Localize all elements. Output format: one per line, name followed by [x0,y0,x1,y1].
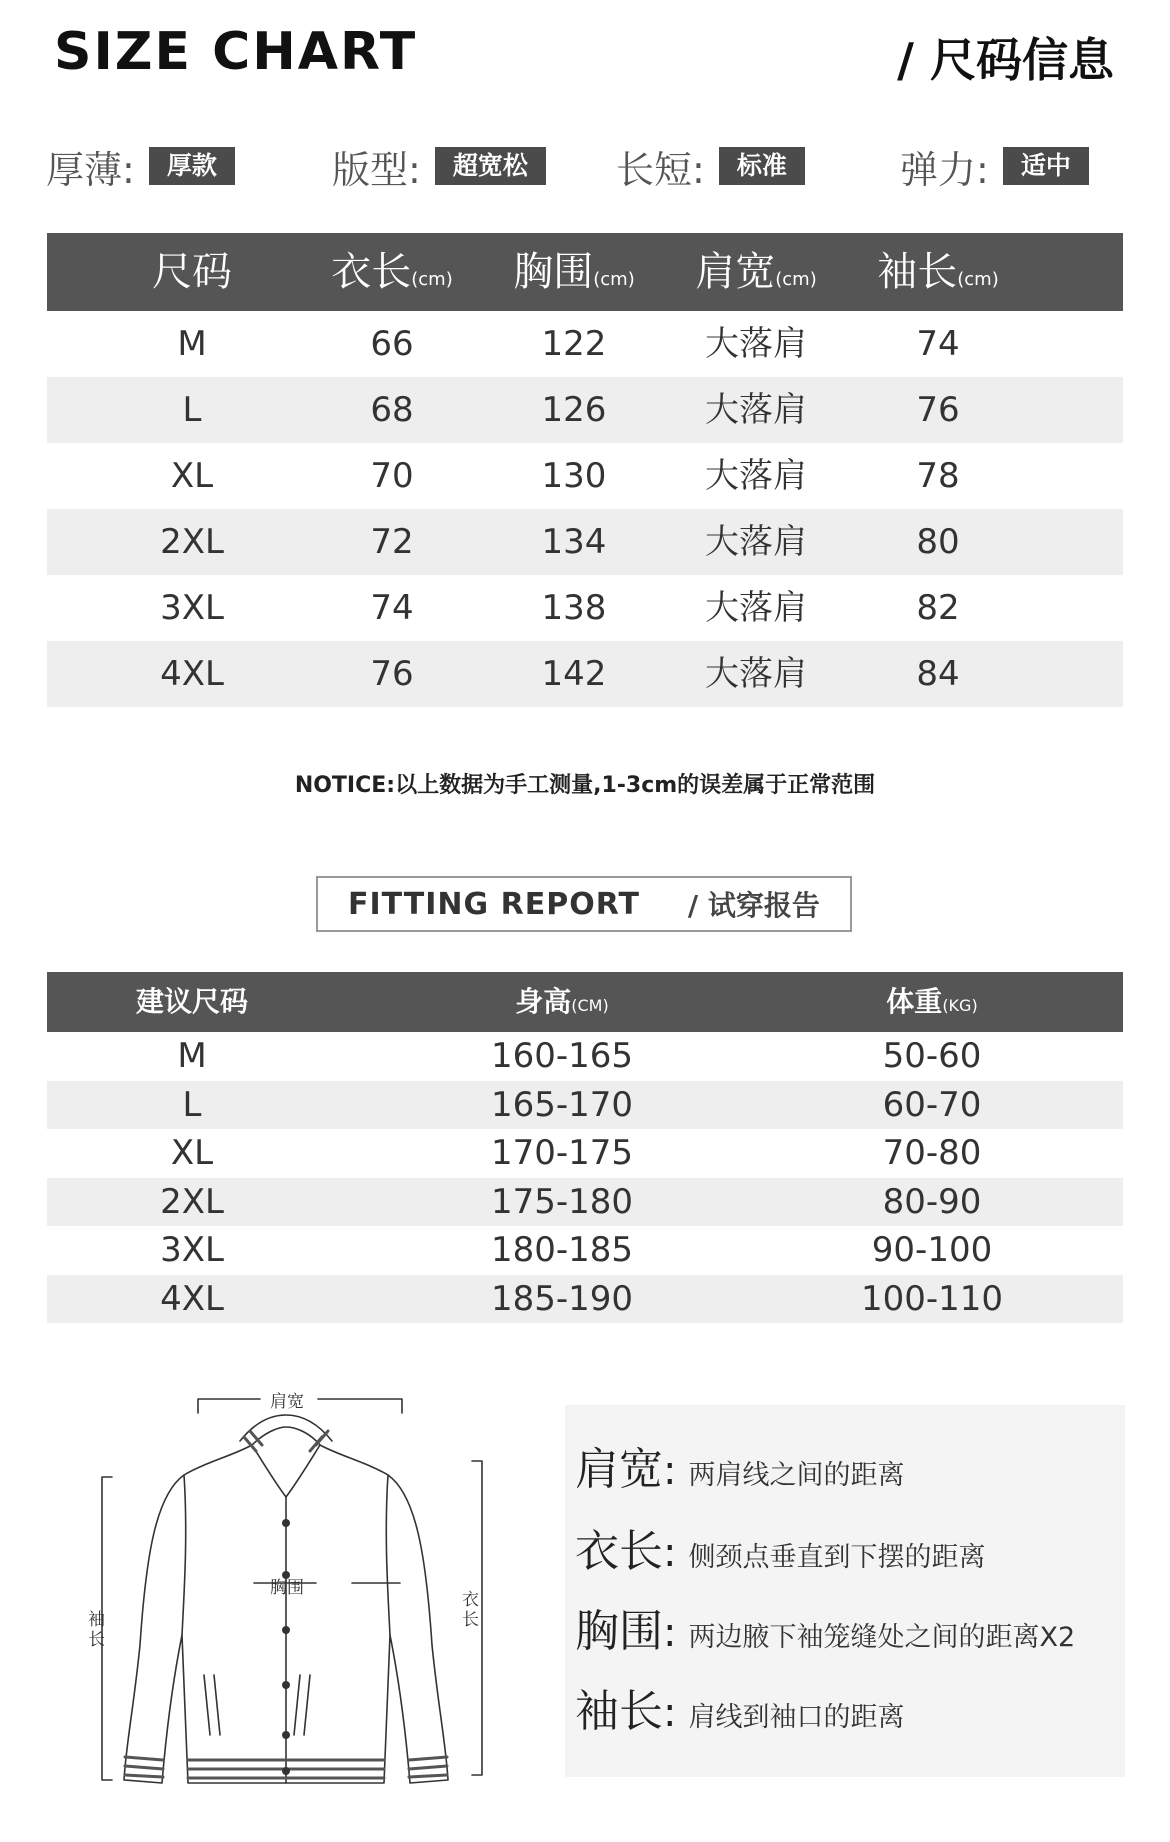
table-row [47,641,1123,707]
definition-term: 胸围 [575,1606,663,1657]
definition-text: 侧颈点垂直到下摆的距离 [688,1542,986,1573]
table-cell: 138 [541,588,607,628]
table-row [47,1275,1123,1324]
definition-term: 肩宽 [575,1444,663,1495]
table-cell: 80-90 [882,1181,982,1222]
page-title-cn: / 尺码信息 [897,33,1114,87]
header-cell: 身高(CM) [515,985,609,1018]
definition-length [575,1515,985,1579]
table-cell: 4XL [160,654,224,694]
table-cell: 134 [541,522,607,562]
definition-colon: : [663,1448,677,1494]
definition-colon: : [663,1530,677,1576]
table-row [47,377,1123,443]
table-cell: 68 [370,390,414,430]
attribute-elasticity [900,140,1089,192]
diagram-label-sleeve: 袖长 [88,1610,105,1650]
table-row [47,1226,1123,1275]
definition-shoulder [575,1433,904,1497]
definition-text: 肩线到袖口的距离 [688,1702,905,1733]
table-cell: 大落肩 [705,324,807,364]
table-cell: 160-165 [490,1036,634,1076]
table-cell: 90-100 [871,1230,993,1270]
table-row [47,1178,1123,1227]
definitions-panel [565,1405,1125,1777]
table-cell: 180-185 [490,1230,634,1270]
table-cell: 50-60 [882,1036,982,1076]
jacket-diagram [84,1385,504,1805]
table-cell: 大落肩 [705,522,807,562]
table-cell: L [182,390,202,430]
table-cell: 84 [916,654,960,694]
attribute-badge: 厚款 [149,147,235,185]
header-cell: 建议尺码 [135,985,248,1018]
table-cell: 175-180 [490,1181,634,1222]
notice-text: NOTICE:以上数据为手工测量,1-3cm的误差属于正常范围 [294,773,876,798]
table-cell: 76 [916,390,960,430]
diagram-label-shoulder: 肩宽 [270,1392,304,1412]
table-cell: 72 [370,522,414,562]
table-row [47,1129,1123,1178]
table-row [47,509,1123,575]
page-title: SIZE CHART [54,22,418,82]
attribute-length [616,140,805,192]
table-cell: 大落肩 [705,588,807,628]
fitting-table-header [47,972,1123,1032]
size-table-header [47,233,1123,311]
attribute-badge: 超宽松 [435,147,546,185]
table-cell: 165-170 [490,1084,634,1125]
table-cell: 74 [370,588,414,628]
table-row [47,443,1123,509]
table-cell: 185-190 [490,1278,634,1319]
table-row [47,311,1123,377]
definition-term: 衣长 [575,1526,663,1577]
table-cell: 80 [916,522,960,562]
definition-colon: : [663,1610,677,1656]
fitting-report-title: FITTING REPORT [348,886,640,922]
table-cell: 2XL [160,522,224,562]
header-cell: 体重(KG) [886,985,978,1018]
fitting-report-heading [316,876,852,932]
table-cell: XL [170,1133,214,1173]
table-row [47,1032,1123,1081]
definition-colon: : [663,1690,677,1736]
definition-text: 两肩线之间的距离 [688,1460,905,1491]
table-cell: M [177,324,207,364]
table-cell: 60-70 [882,1084,982,1125]
table-cell: 142 [541,654,607,694]
header-cell: 袖长(cm) [877,249,999,295]
table-cell: 大落肩 [705,456,807,496]
table-cell: 78 [916,456,960,496]
table-cell: 74 [916,324,960,364]
diagram-label-length: 衣长 [462,1590,479,1630]
table-cell: 70-80 [882,1133,982,1173]
attribute-fit [332,140,546,192]
table-cell: 170-175 [490,1133,634,1173]
attribute-label: 版型: [332,147,421,192]
table-row [47,1081,1123,1130]
table-cell: 70 [370,456,414,496]
definition-chest [575,1595,1075,1659]
definition-sleeve [575,1675,904,1739]
attribute-label: 长短: [616,147,705,192]
definition-text: 两边腋下袖笼缝处之间的距离X2 [688,1622,1076,1653]
header-cell: 肩宽(cm) [695,249,817,295]
table-cell: 66 [370,324,414,364]
attribute-badge: 标准 [719,147,805,185]
attribute-bar [46,140,1126,192]
header-cell: 尺码 [152,249,232,295]
table-cell: 76 [370,654,414,694]
table-cell: 3XL [160,588,224,628]
table-cell: 130 [541,456,607,496]
table-cell: 4XL [160,1278,224,1319]
fitting-report-title-cn: / 试穿报告 [687,889,820,922]
table-cell: 126 [541,390,607,430]
attribute-label: 厚薄: [46,147,135,192]
table-cell: 大落肩 [705,390,807,430]
table-cell: L [182,1084,202,1125]
size-table [47,233,1123,707]
attribute-thickness [46,140,235,192]
table-cell: XL [170,456,214,496]
table-cell: 大落肩 [705,654,807,694]
attribute-label: 弹力: [900,147,989,192]
table-row [47,575,1123,641]
diagram-label-chest: 胸围 [270,1578,304,1598]
table-cell: 100-110 [860,1278,1004,1319]
definition-term: 袖长 [575,1686,663,1737]
header-cell: 胸围(cm) [513,249,635,295]
table-cell: 3XL [160,1230,224,1270]
table-cell: M [177,1036,207,1076]
fitting-table [47,972,1123,1323]
table-cell: 82 [916,588,960,628]
attribute-badge: 适中 [1003,147,1089,185]
table-cell: 2XL [160,1181,224,1222]
table-cell: 122 [541,324,607,364]
header-cell: 衣长(cm) [331,249,453,295]
